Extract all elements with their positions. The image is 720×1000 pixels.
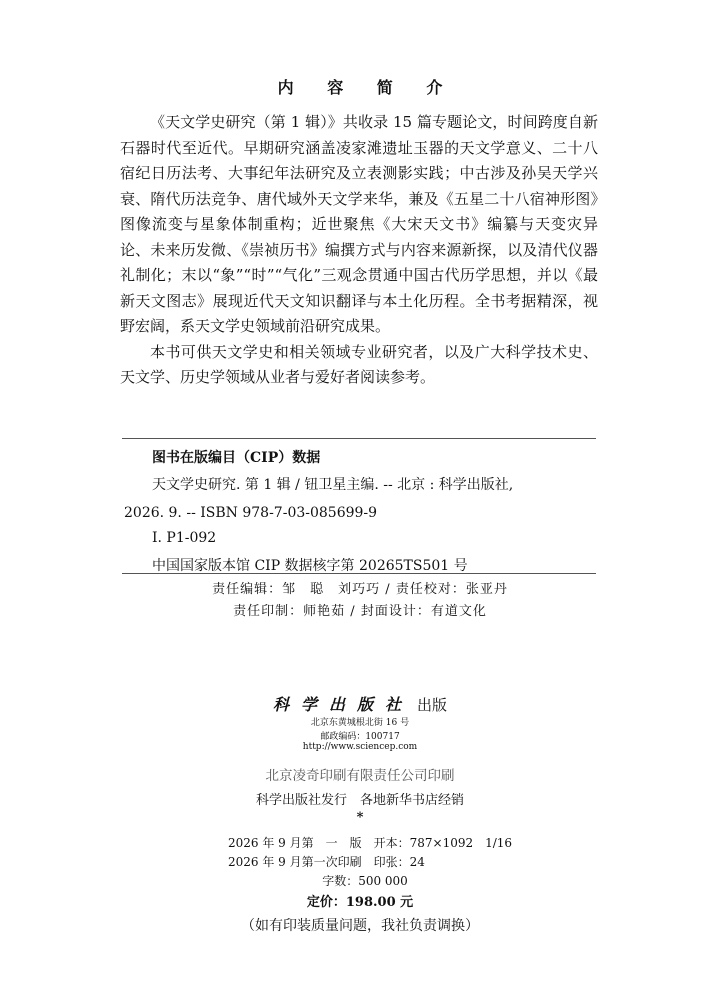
publisher-website: http://www.sciencep.com: [302, 742, 418, 752]
word-count: 字数：500 000: [322, 874, 408, 888]
publisher-name: 科学出版社: [272, 695, 413, 714]
abstract: [120, 110, 598, 391]
cip-line-3: Ⅰ. P1-092: [152, 530, 217, 546]
publisher-postcode: 邮政编码：100717: [320, 732, 400, 742]
publisher-line: [0, 692, 720, 715]
printer-line: 北京凌奇印刷有限责任公司印刷: [265, 768, 455, 784]
staff-line-1: 责任编辑：邹 聪 刘巧巧 / 责任校对：张亚丹: [212, 582, 508, 597]
publisher-address: 北京东黄城根北街 16 号: [310, 718, 410, 728]
abstract-paragraph-1: 《天文学史研究（第 1 辑）》共收录 15 篇专题论文，时间跨度自新石器时代至近代。早期研究涵盖凌家滩遗址玉器的天文学意义、二十八宿纪日历法考、大事纪年法研究及立表测影实践；中古涉及孙吴天学兴衰、隋代历法竞争、唐代域外天文学来华，兼及《五星二十八宿神形图》图像流变与星象体制重构；近世聚焦《大宋天文书》编纂与天变灾异论、未来历发微、《崇祯历书》编撰方式与内容来源新探，以及清代仪器礼制化；末以“象”“时”“气化”三观念贯通中国古代历学思想，并以《最新天文图志》展现近代天文知识翻译与本土化历程。全书考据精深，视野宏阔，系天文学史领域前沿研究成果。: [120, 113, 598, 335]
cip-line-1: 天文学史研究. 第 1 辑 / 钮卫星主编. -- 北京 : 科学出版社,: [152, 477, 514, 493]
cip-line-2: 2026. 9. -- ISBN 978-7-03-085699-9: [124, 505, 378, 521]
page-title: 内 容 简 介: [277, 78, 457, 97]
cip-line-4: 中国国家版本馆 CIP 数据核字第 20265TS501 号: [152, 558, 468, 574]
publisher-suffix: 出版: [417, 696, 448, 714]
cip-heading: 图书在版编目（CIP）数据: [152, 450, 321, 466]
staff-line-2: 责任印制：师艳茹 / 封面设计：有道文化: [233, 604, 487, 619]
distribution-line: 科学出版社发行 各地新华书店经销: [255, 793, 464, 808]
divider-bottom: [122, 573, 596, 574]
quality-notice: （如有印装质量问题，我社负责调换）: [241, 918, 479, 934]
separator-star: *: [356, 810, 364, 825]
edition-line-1: 2026 年 9 月第 一 版 开本：787×1092 1/16: [228, 836, 513, 850]
abstract-paragraph-2: 本书可供天文学史和相关领域专业研究者，以及广大科学技术史、天文学、历史学领域从业者与爱好者阅读参考。: [120, 342, 598, 386]
edition-line-2: 2026 年 9 月第一次印刷 印张：24: [228, 855, 425, 869]
price: 定价：198.00 元: [306, 895, 414, 910]
divider-top: [122, 438, 596, 439]
